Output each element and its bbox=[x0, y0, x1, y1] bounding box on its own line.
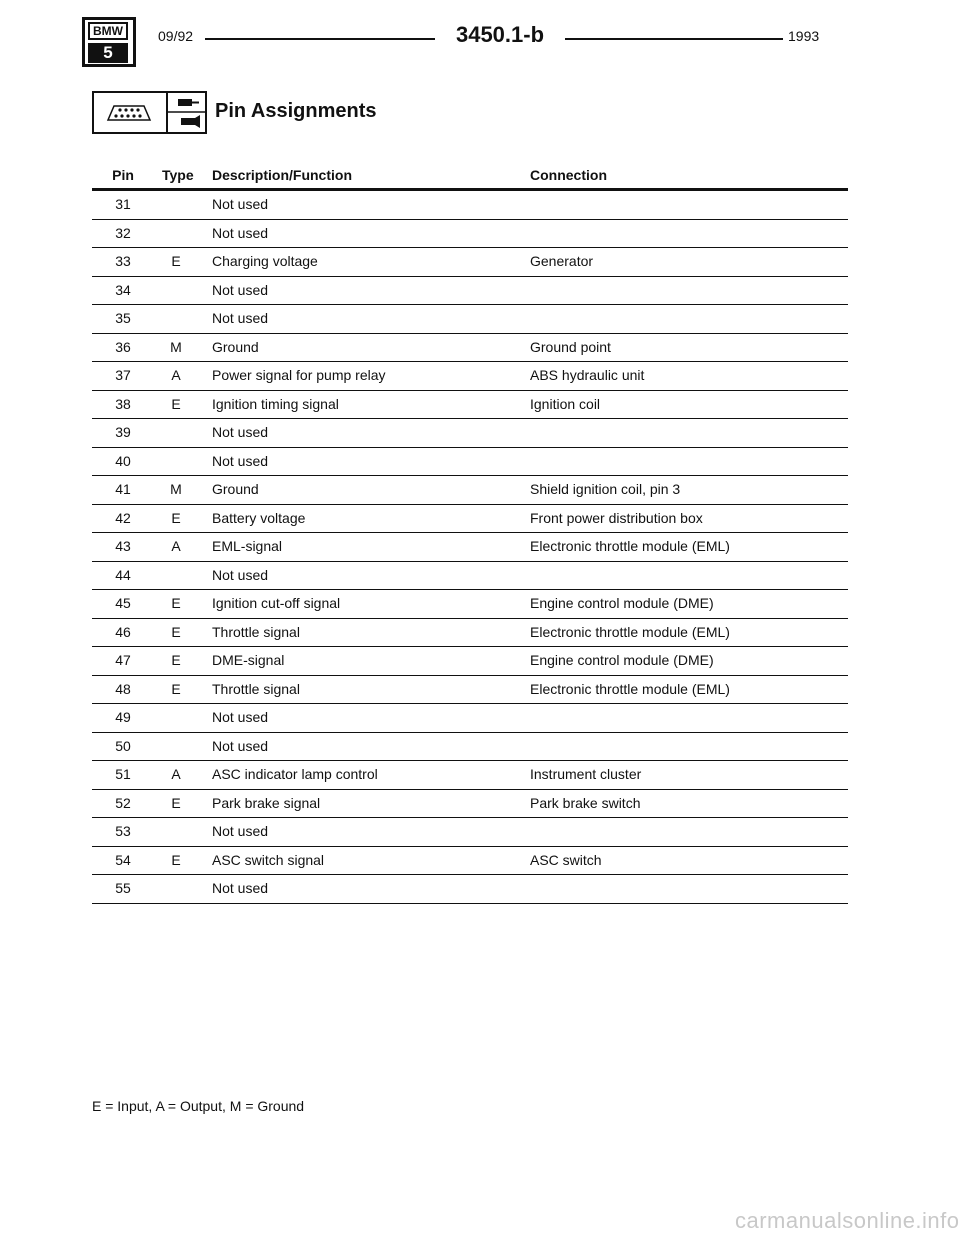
description-cell: Battery voltage bbox=[212, 509, 306, 526]
section-title: Pin Assignments bbox=[215, 100, 377, 122]
type-cell: M bbox=[170, 338, 182, 355]
type-cell: E bbox=[171, 395, 181, 412]
description-cell: Not used bbox=[212, 452, 269, 469]
connector-icon-box bbox=[92, 91, 207, 134]
pin-cell: 41 bbox=[115, 481, 131, 497]
connection-cell: Engine control module (DME) bbox=[530, 595, 714, 611]
header-pin: Pin bbox=[112, 167, 134, 183]
table-row bbox=[92, 590, 848, 619]
description-cell: Throttle signal bbox=[212, 680, 300, 697]
bmw-5-series-logo bbox=[82, 17, 136, 67]
description-cell: Ground bbox=[212, 338, 259, 355]
description-cell: Ignition timing signal bbox=[212, 395, 339, 412]
type-cell: A bbox=[171, 367, 181, 383]
type-cell: M bbox=[170, 481, 182, 497]
connection-cell: Electronic throttle module (EML) bbox=[530, 538, 730, 554]
table-row bbox=[92, 733, 848, 762]
description-cell: Not used bbox=[212, 281, 269, 298]
type-legend: E = Input, A = Output, M = Ground bbox=[92, 1098, 305, 1114]
pin-cell: 37 bbox=[115, 367, 131, 383]
table-body bbox=[92, 191, 848, 904]
table-row bbox=[92, 704, 848, 733]
pin-cell: 39 bbox=[115, 424, 131, 440]
description-cell: EML-signal bbox=[212, 538, 283, 554]
connection-cell: Shield ignition coil, pin 3 bbox=[530, 481, 681, 497]
pin-cell: 54 bbox=[115, 851, 131, 868]
type-cell: E bbox=[171, 680, 181, 697]
table-row bbox=[92, 248, 848, 277]
pin-cell: 46 bbox=[115, 623, 131, 640]
description-cell: Not used bbox=[212, 224, 269, 241]
connector-pins-icon bbox=[94, 93, 168, 132]
connection-cell: Generator bbox=[530, 253, 594, 269]
header-connection: Connection bbox=[530, 167, 607, 183]
table-row bbox=[92, 277, 848, 306]
table-row bbox=[92, 761, 848, 790]
type-cell: E bbox=[171, 509, 181, 526]
description-cell: Throttle signal bbox=[212, 623, 300, 640]
description-cell: Not used bbox=[212, 880, 269, 896]
description-cell: Not used bbox=[212, 709, 269, 725]
table-row bbox=[92, 476, 848, 505]
connection-cell: Park brake switch bbox=[530, 794, 641, 811]
table-row bbox=[92, 362, 848, 391]
logo-series: 5 bbox=[88, 43, 128, 63]
table-row bbox=[92, 847, 848, 876]
type-cell: E bbox=[171, 253, 181, 269]
table-row bbox=[92, 562, 848, 591]
table-row bbox=[92, 334, 848, 363]
connection-cell: Engine control module (DME) bbox=[530, 652, 714, 668]
table-row bbox=[92, 790, 848, 819]
table-row bbox=[92, 619, 848, 648]
pin-cell: 53 bbox=[115, 823, 131, 839]
description-cell: Park brake signal bbox=[212, 794, 321, 811]
header-year: 1993 bbox=[788, 28, 820, 44]
table-row bbox=[92, 191, 848, 220]
table-row bbox=[92, 220, 848, 249]
type-cell: E bbox=[171, 623, 181, 640]
description-cell: Ground bbox=[212, 481, 259, 497]
description-cell: Not used bbox=[212, 310, 269, 326]
table-row bbox=[92, 391, 848, 420]
header-rule-left bbox=[205, 38, 435, 40]
pin-cell: 49 bbox=[115, 709, 131, 725]
type-cell: E bbox=[171, 794, 181, 811]
table-row bbox=[92, 647, 848, 676]
pin-cell: 31 bbox=[115, 196, 131, 212]
pin-cell: 45 bbox=[115, 595, 131, 611]
pin-cell: 35 bbox=[115, 310, 131, 326]
pin-cell: 40 bbox=[115, 452, 131, 469]
table-row bbox=[92, 305, 848, 334]
watermark: carmanualsonline.info bbox=[735, 1208, 960, 1233]
connection-cell: ASC switch bbox=[530, 851, 602, 868]
description-cell: ASC indicator lamp control bbox=[212, 766, 378, 782]
header-rule-right bbox=[565, 38, 783, 40]
pin-cell: 51 bbox=[115, 766, 131, 782]
pin-cell: 33 bbox=[115, 253, 131, 269]
type-cell: A bbox=[171, 766, 181, 782]
pin-cell: 47 bbox=[115, 652, 131, 668]
type-cell: A bbox=[171, 538, 181, 554]
connection-cell: Electronic throttle module (EML) bbox=[530, 680, 730, 697]
connection-cell: Front power distribution box bbox=[530, 509, 703, 526]
connection-cell: Ground point bbox=[530, 338, 611, 355]
description-cell: Not used bbox=[212, 823, 269, 839]
header-date: 09/92 bbox=[158, 28, 194, 44]
pin-cell: 32 bbox=[115, 224, 131, 241]
description-cell: Not used bbox=[212, 424, 269, 440]
table-header-row bbox=[92, 160, 848, 191]
connection-cell: ABS hydraulic unit bbox=[530, 367, 645, 383]
pin-cell: 44 bbox=[115, 566, 131, 583]
pin-assignment-table bbox=[92, 160, 848, 904]
description-cell: ASC switch signal bbox=[212, 851, 325, 868]
pin-cell: 38 bbox=[115, 395, 131, 412]
table-row bbox=[92, 875, 848, 904]
description-cell: Not used bbox=[212, 196, 269, 212]
description-cell: Not used bbox=[212, 566, 269, 583]
document-code: 3450.1-b bbox=[455, 22, 545, 47]
description-cell: DME-signal bbox=[212, 652, 285, 668]
table-row bbox=[92, 818, 848, 847]
connection-cell: Ignition coil bbox=[530, 395, 601, 412]
type-cell: E bbox=[171, 595, 181, 611]
header-description: Description/Function bbox=[212, 167, 352, 183]
description-cell: Power signal for pump relay bbox=[212, 367, 386, 383]
pin-cell: 42 bbox=[115, 509, 131, 526]
table-row bbox=[92, 419, 848, 448]
pin-cell: 52 bbox=[115, 794, 131, 811]
description-cell: Charging voltage bbox=[212, 253, 318, 269]
table-row bbox=[92, 676, 848, 705]
connection-cell: Instrument cluster bbox=[530, 766, 642, 782]
pin-cell: 36 bbox=[115, 338, 131, 355]
description-cell: Not used bbox=[212, 737, 269, 754]
table-row bbox=[92, 448, 848, 477]
connection-cell: Electronic throttle module (EML) bbox=[530, 623, 730, 640]
table-row bbox=[92, 533, 848, 562]
description-cell: Ignition cut-off signal bbox=[212, 595, 341, 611]
plug-socket-icon bbox=[168, 93, 207, 132]
pin-cell: 34 bbox=[115, 281, 131, 298]
logo-brand: BMW bbox=[88, 22, 128, 40]
pin-cell: 50 bbox=[115, 737, 131, 754]
type-cell: E bbox=[171, 851, 181, 868]
pin-cell: 43 bbox=[115, 538, 131, 554]
pin-cell: 48 bbox=[115, 680, 131, 697]
pin-cell: 55 bbox=[115, 880, 131, 896]
table-row bbox=[92, 505, 848, 534]
header-type: Type bbox=[162, 167, 194, 183]
type-cell: E bbox=[171, 652, 181, 668]
